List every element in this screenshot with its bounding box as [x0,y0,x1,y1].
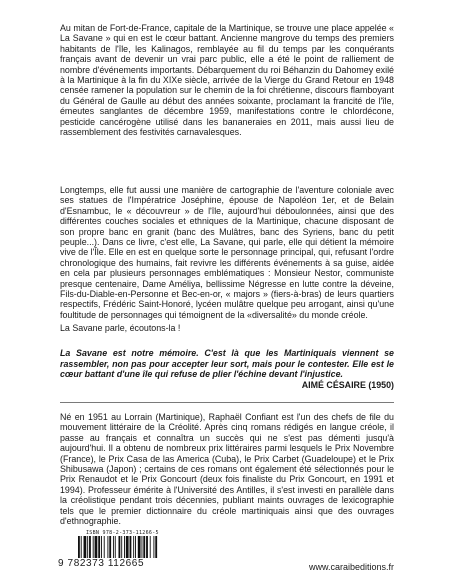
barcode-bar [87,536,88,558]
barcode-bar [104,536,105,558]
barcode-bar [138,536,141,558]
barcode-bar [101,536,102,558]
barcode-bar [150,536,151,558]
barcode-bar [141,536,142,558]
barcode-bars [78,536,180,558]
description-paragraph-3: La Savane parle, écoutons-la ! [60,323,181,333]
barcode-bar [89,536,91,558]
barcode-bar [153,536,154,558]
barcode-bar [126,536,129,558]
barcode-bar [113,536,114,558]
barcode-bar [95,536,98,558]
barcode-bar [118,536,120,558]
barcode-bar [133,536,134,558]
quote-text: La Savane est notre mémoire. C'est là que les Martiniquais viennent se rassembler, non pas pour accepter leur sort, mais pour le contester. Elle est le cœur battant d'une île qui refuse de plier l'échine devant l'injustice. [60,348,394,380]
barcode-bar [143,536,145,558]
isbn-label: ISBN 978-2-373-11266-5 [86,530,159,536]
barcode-bar [107,536,108,558]
barcode-bar [155,536,157,558]
epigraph-quote [60,348,394,391]
description-paragraph-2: Longtemps, elle fut aussi une manière de cartographie de l'aventure coloniale avec ses statues de l'Impératrice Joséphine, épouse de Napoléon 1er, et de Belain d'Esnambuc, le « découvreur » de l'île, aujourd'hui déboulonnées, ainsi que des différentes couches sociales et ethniques de la Martinique, chacune disposant de son propre banc en granit (banc des Mulâtres, banc des Syriens, banc du petit peuple...). Dans ce livre, c'est elle, La Savane, qui parle, elle qui détient la mémoire vive de l'Île. Elle en est en quelque sorte le personnage principal, qui, refusant l'ordre chronologique des humains, fait revivre les différents événements à sa guise, aidée en cela par plusieurs personnages emblématiques : Monsieur Nestor, communiste presque centenaire, Dame Améliya, bellissime Négresse en lutte contre la déveine, Fils-du-Diable-en-Personne et Bec-en-or, « majors » (fiers-à-bras) de leurs quartiers respectifs, Frédéric Saint-Honoré, lycéen mulâtre quelque peu arrogant, ainsi qu'une foultitude de personnages qui témoignent de la «diversalité» du monde créole. [60,185,394,320]
barcode-bar [146,536,148,558]
section-divider [60,402,394,403]
barcode-bar [78,536,80,558]
barcode-bar [84,536,87,558]
barcode-digits: 9 782373 112665 [58,558,145,569]
author-biography: Né en 1951 au Lorrain (Martinique), Raphaël Confiant est l'un des chefs de file du mouvement littéraire de la Créolité. Après cinq romans rédigés en langue créole, il passe au français et connaîtra un succès qui ne s'est pas démenti jusqu'à aujourd'hui. Il a obtenu de nombreux prix littéraires parmi lesquels le Prix Novembre (France), le Prix Casa de las America (Cuba), le Prix Carbet (Guadeloupe) et le Prix Shibusawa (Japon) ; certains de ces romans ont également été sélectionnés pour le Prix Renaudot et le Prix Goncourt (deux fois finaliste du Prix Goncourt, en 1991 et 1994). Professeur émérite à l'Université des Antilles, il s'est investi en parallèle dans la créolistique pendant trois décennies, publiant maints ouvrages de lexicographie tels que le premier dictionnaire du créole martiniquais ainsi que des ouvrages d'ethnographie. [60,412,394,527]
barcode-bar [124,536,125,558]
barcode-bar [135,536,136,558]
publisher-website: www.caraibeditions.fr [308,562,394,572]
barcode-bar [109,536,111,558]
barcode-bar [121,536,122,558]
barcode-bar [93,536,94,558]
barcode-bar [130,536,132,558]
barcode-bar [98,536,100,558]
description-paragraph-1: Au mitan de Fort-de-France, capitale de la Martinique, se trouve une place appelée « La Savane » qui en est le cœur battant. Ancienne mangrove du temps des premiers habitants de l'île, les Kalinagos, remblayée au fil du temps par les conquérants français avant de devenir un vrai parc public, elle a été le point de ralliement de nombre d'événements importants. Débarquement du roi Béhanzin du Dahomey exilé à la Martinique à la fin du XIXe siècle, arrivée de la Vierge du Grand Retour en 1948 censée ramener la population sur le chemin de la foi chrétienne, discours flamboyant du Général de Gaulle au début des années soixante, proclamant la francité de l'île, émeutes sanglantes de décembre 1959, manifestations contre le chlordécone, pesticide cancérogène utilisé dans les bananeraies en 2011, mais aussi lieu de rassemblement des festivités carnavalesques. [60,23,394,138]
barcode-bar [115,536,116,558]
barcode-bar [81,536,82,558]
quote-author: AIMÉ CÉSAIRE (1950) [301,379,394,390]
